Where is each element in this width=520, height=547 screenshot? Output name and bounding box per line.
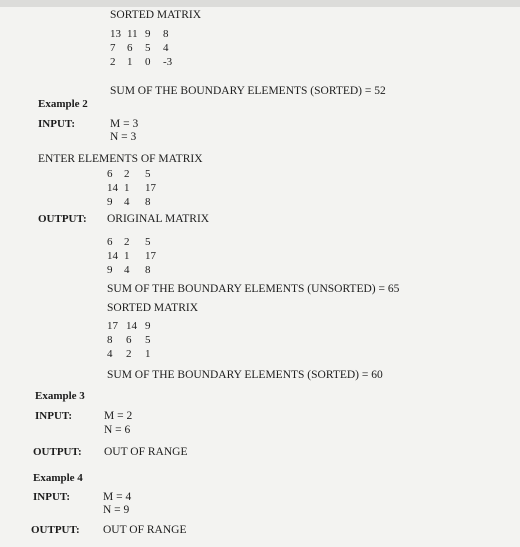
- matrix-cell: 1: [145, 348, 151, 360]
- matrix-cell: 9: [107, 196, 113, 208]
- matrix-cell: 8: [145, 264, 151, 276]
- example-4-title: Example 4: [33, 472, 83, 484]
- matrix-cell: 17: [107, 320, 118, 332]
- matrix-cell: 14: [107, 250, 118, 262]
- example-4-m-line: M = 4: [103, 491, 132, 503]
- enter-elements-line: ENTER ELEMENTS OF MATRIX: [38, 153, 203, 165]
- matrix-cell: 8: [107, 334, 113, 346]
- example-3-output: OUT OF RANGE: [104, 446, 188, 458]
- matrix-cell: 11: [127, 28, 138, 40]
- matrix-cell: 0: [145, 56, 151, 68]
- example-4-output: OUT OF RANGE: [103, 524, 187, 536]
- matrix-cell: 2: [124, 168, 130, 180]
- matrix-cell: 6: [126, 334, 132, 346]
- page-top-edge: [0, 0, 520, 7]
- matrix-cell: 14: [126, 320, 137, 332]
- matrix-cell: 8: [145, 196, 151, 208]
- matrix-cell: 6: [107, 168, 113, 180]
- matrix-cell: 5: [145, 42, 151, 54]
- example-3-input-label: INPUT:: [35, 410, 73, 422]
- example-4-input-label: INPUT:: [33, 491, 71, 503]
- matrix-cell: 14: [107, 182, 118, 194]
- example-2-output-label: OUTPUT:: [38, 213, 87, 225]
- example-3-n-line: N = 6: [104, 424, 131, 436]
- matrix-cell: 1: [124, 250, 130, 262]
- matrix-cell: 17: [145, 250, 156, 262]
- sorted-matrix-heading-2: SORTED MATRIX: [107, 302, 198, 314]
- matrix-cell: 2: [126, 348, 132, 360]
- matrix-cell: 8: [163, 28, 169, 40]
- matrix-cell: 5: [145, 168, 151, 180]
- example-4-output-label: OUTPUT:: [31, 524, 80, 536]
- matrix-cell: 9: [145, 28, 151, 40]
- matrix-cell: 2: [110, 56, 116, 68]
- matrix-cell: 4: [163, 42, 169, 54]
- matrix-cell: 1: [127, 56, 133, 68]
- example-2-input-label: INPUT:: [38, 118, 76, 130]
- matrix-cell: 6: [127, 42, 133, 54]
- example-3-title: Example 3: [35, 390, 85, 402]
- matrix-cell: 4: [124, 264, 130, 276]
- example-3-output-label: OUTPUT:: [33, 446, 82, 458]
- matrix-cell: 7: [110, 42, 116, 54]
- example-2-n-line: N = 3: [110, 131, 137, 143]
- example-3-m-line: M = 2: [104, 410, 133, 422]
- sum-sorted-1: SUM OF THE BOUNDARY ELEMENTS (SORTED) = 52: [110, 85, 386, 97]
- matrix-cell: 9: [107, 264, 113, 276]
- matrix-cell: 5: [145, 236, 151, 248]
- matrix-cell: 4: [124, 196, 130, 208]
- matrix-cell: 1: [124, 182, 130, 194]
- sum-unsorted: SUM OF THE BOUNDARY ELEMENTS (UNSORTED) = 65: [107, 283, 400, 295]
- matrix-cell: 5: [145, 334, 151, 346]
- example-2-m-line: M = 3: [110, 118, 139, 130]
- matrix-cell: 17: [145, 182, 156, 194]
- matrix-cell: 4: [107, 348, 113, 360]
- matrix-cell: -3: [163, 56, 173, 68]
- matrix-cell: 2: [124, 236, 130, 248]
- example-2-title: Example 2: [38, 98, 88, 110]
- original-matrix-heading: ORIGINAL MATRIX: [107, 213, 210, 225]
- matrix-cell: 9: [145, 320, 151, 332]
- matrix-cell: 13: [110, 28, 121, 40]
- example-4-n-line: N = 9: [103, 504, 130, 516]
- sum-sorted-2: SUM OF THE BOUNDARY ELEMENTS (SORTED) = 60: [107, 369, 383, 381]
- matrix-cell: 6: [107, 236, 113, 248]
- sorted-matrix-heading-1: SORTED MATRIX: [110, 9, 201, 21]
